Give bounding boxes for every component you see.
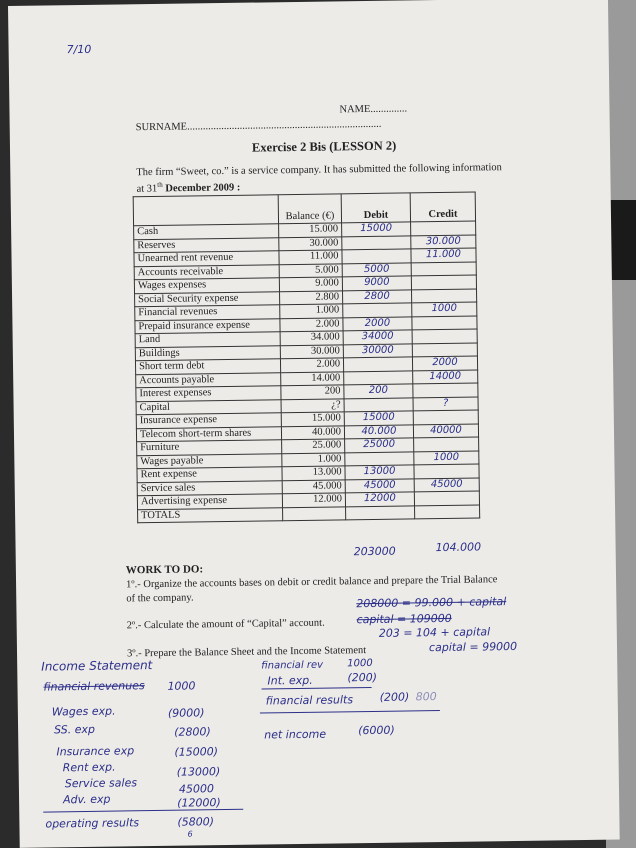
account-cell: Prepaid insurance expense — [135, 318, 280, 334]
account-cell: Social Security expense — [135, 291, 280, 307]
operating-divider — [43, 809, 243, 813]
account-cell: Cash — [134, 224, 279, 240]
debit-cell: 2000 — [343, 316, 412, 330]
credit-cell — [413, 383, 478, 397]
credit-cell — [414, 491, 479, 505]
account-cell: Service sales — [137, 480, 282, 496]
debit-cell: 34000 — [343, 330, 412, 344]
balance-cell — [283, 506, 346, 520]
debit-cell: 25000 — [345, 438, 414, 452]
table-header — [133, 192, 475, 226]
balance-cell: 13.000 — [282, 466, 345, 480]
debit-cell — [344, 370, 413, 384]
balance-cell: 14.000 — [281, 371, 344, 385]
task-1-line-1: 1º.- Organize the accounts bases on debit or credit balance and prepare the Trial Balance — [126, 574, 498, 591]
balance-cell: 15.000 — [279, 223, 342, 237]
name-field: NAME.............. — [339, 103, 408, 116]
credit-cell — [411, 261, 476, 275]
work-to-do-heading: WORK TO DO: — [125, 563, 204, 577]
debit-cell — [342, 249, 411, 263]
balance-cell: ¿? — [281, 398, 344, 412]
fin-rev-label: financial rev — [261, 659, 324, 672]
balance-cell: 15.000 — [281, 412, 344, 426]
credit-cell — [412, 342, 477, 356]
credit-cell: 45000 — [414, 477, 479, 491]
name-label: NAME — [339, 103, 371, 116]
capital-note-3: 203 = 104 + capital — [378, 625, 491, 640]
credit-cell — [415, 504, 480, 518]
balance-cell: 2.800 — [280, 290, 343, 304]
income-line-label: SS. exp — [54, 722, 96, 737]
exercise-title: Exercise 2 Bis (LESSON 2) — [251, 138, 397, 155]
debit-cell: 2800 — [343, 289, 412, 303]
int-exp-value: (200) — [347, 670, 378, 685]
capital-note-1: 208000 = 99.000 + capital — [356, 595, 507, 611]
capital-note-4: capital = 99000 — [428, 639, 518, 655]
fin-results-alt: 800 — [415, 690, 437, 704]
debit-cell — [343, 357, 412, 371]
account-cell: Telecom short-term shares — [136, 426, 281, 442]
account-cell: Financial revenues — [135, 305, 280, 321]
surname-label: SURNAME — [135, 121, 188, 134]
debit-cell: 40.000 — [344, 424, 413, 438]
debit-cell: 45000 — [345, 478, 414, 492]
credit-cell: 40000 — [413, 423, 478, 437]
debit-cell — [342, 235, 411, 249]
debit-cell — [344, 397, 413, 411]
income-line-value: 1000 — [167, 679, 196, 693]
debit-cell — [346, 505, 415, 519]
account-cell: Wages payable — [137, 453, 282, 469]
balance-cell: 1.000 — [282, 452, 345, 466]
credit-cell — [411, 288, 476, 302]
fin-divider-1 — [262, 687, 372, 690]
income-line-value: 45000 — [178, 782, 215, 796]
debit-cell: 30000 — [343, 343, 412, 357]
income-statement-heading: Income Statement — [41, 658, 153, 674]
credit-cell: 14000 — [413, 369, 478, 383]
income-line-label: Insurance exp — [56, 744, 135, 759]
credit-cell — [414, 437, 479, 451]
fin-divider-2 — [260, 710, 440, 714]
income-line-label: Wages exp. — [51, 704, 116, 719]
balance-cell: 40.000 — [281, 425, 344, 439]
balance-cell: 25.000 — [282, 439, 345, 453]
page-number: 7/10 — [66, 42, 92, 57]
debit-cell — [345, 451, 414, 465]
intro-text: The firm “Sweet, co.” is a service company. It has submitted the following information — [136, 162, 502, 179]
account-cell: Accounts payable — [136, 372, 281, 388]
account-cell: Advertising expense — [137, 494, 282, 510]
account-cell: Buildings — [135, 345, 280, 361]
credit-cell: 1000 — [414, 450, 479, 464]
credit-total-below: 104.000 — [435, 540, 482, 555]
account-cell: Short term debt — [135, 359, 280, 375]
income-line-label: Service sales — [64, 776, 138, 791]
task-1-line-2: of the company. — [126, 592, 194, 605]
balance-cell: 2.000 — [280, 358, 343, 372]
accounts-table — [133, 191, 481, 523]
income-line-value: (12000) — [177, 796, 221, 810]
surname-field: SURNAME.......................................................................... — [135, 118, 382, 134]
balance-cell: 30.000 — [280, 344, 343, 358]
intro-date: at 31th December 2009 : — [136, 180, 241, 195]
income-line-label: Adv. exp — [62, 792, 111, 807]
worksheet-page — [8, 0, 620, 848]
income-line-value: (13000) — [176, 765, 221, 779]
account-cell: TOTALS — [138, 507, 283, 523]
income-line-label: Rent exp. — [62, 760, 116, 775]
account-cell: Land — [135, 332, 280, 348]
credit-cell — [411, 221, 476, 235]
account-cell: Interest expenses — [136, 386, 281, 402]
balance-cell: 45.000 — [282, 479, 345, 493]
credit-cell — [413, 410, 478, 424]
income-line-value: (2800) — [174, 725, 211, 739]
credit-cell: 2000 — [412, 356, 477, 370]
credit-cell: 11.000 — [411, 248, 476, 262]
credit-cell — [411, 275, 476, 289]
balance-cell: 200 — [281, 385, 344, 399]
credit-cell — [414, 464, 479, 478]
debit-cell — [343, 303, 412, 317]
net-income-value: (6000) — [358, 723, 395, 738]
debit-total-below: 203000 — [353, 544, 396, 559]
account-cell: Insurance expense — [136, 413, 281, 429]
balance-cell: 12.000 — [282, 493, 345, 507]
net-income-label: net income — [264, 727, 327, 742]
operating-results-note: 6 — [187, 829, 193, 839]
fin-rev-value: 1000 — [347, 657, 373, 670]
credit-cell: 30.000 — [411, 234, 476, 248]
account-cell: Reserves — [134, 237, 279, 253]
debit-cell: 5000 — [342, 262, 411, 276]
credit-cell: 1000 — [412, 302, 477, 316]
income-line-value: (9000) — [167, 706, 205, 720]
col-credit: Credit — [410, 192, 475, 222]
income-line-value: (15000) — [174, 745, 219, 759]
operating-results-label: operating results — [45, 816, 140, 831]
balance-cell: 5.000 — [279, 263, 342, 277]
fin-results-label: financial results — [265, 693, 354, 708]
task-2: 2º.- Calculate the amount of “Capital” account. — [126, 617, 325, 632]
credit-cell: ? — [413, 396, 478, 410]
balance-cell: 30.000 — [279, 236, 342, 250]
debit-cell: 9000 — [342, 276, 411, 290]
account-cell: Capital — [136, 399, 281, 415]
account-cell: Unearned rent revenue — [134, 251, 279, 267]
debit-cell: 200 — [344, 384, 413, 398]
debit-cell: 12000 — [345, 492, 414, 506]
balance-cell: 1.000 — [280, 304, 343, 318]
capital-note-2: capital = 109000 — [356, 611, 452, 627]
col-debit: Debit — [341, 193, 410, 223]
operating-results-value: (5800) — [177, 815, 215, 829]
balance-cell: 34.000 — [280, 331, 343, 345]
credit-cell — [412, 315, 477, 329]
account-cell: Furniture — [137, 440, 282, 456]
account-cell: Rent expense — [137, 467, 282, 483]
account-cell: Accounts receivable — [134, 264, 279, 280]
balance-cell: 9.000 — [279, 277, 342, 291]
income-line-label: financial revenues — [43, 679, 145, 694]
credit-cell — [412, 329, 477, 343]
int-exp-label: Int. exp. — [267, 673, 313, 688]
debit-cell: 15000 — [344, 411, 413, 425]
col-balance: Balance (€) — [278, 194, 341, 224]
debit-cell: 13000 — [345, 465, 414, 479]
debit-cell: 15000 — [342, 222, 411, 236]
balance-cell: 2.000 — [280, 317, 343, 331]
balance-cell: 11.000 — [279, 250, 342, 264]
task-3: 3º.- Prepare the Balance Sheet and the Income Statement — [126, 645, 367, 660]
fin-results-value: (200) — [379, 690, 410, 704]
account-cell: Wages expenses — [134, 278, 279, 294]
